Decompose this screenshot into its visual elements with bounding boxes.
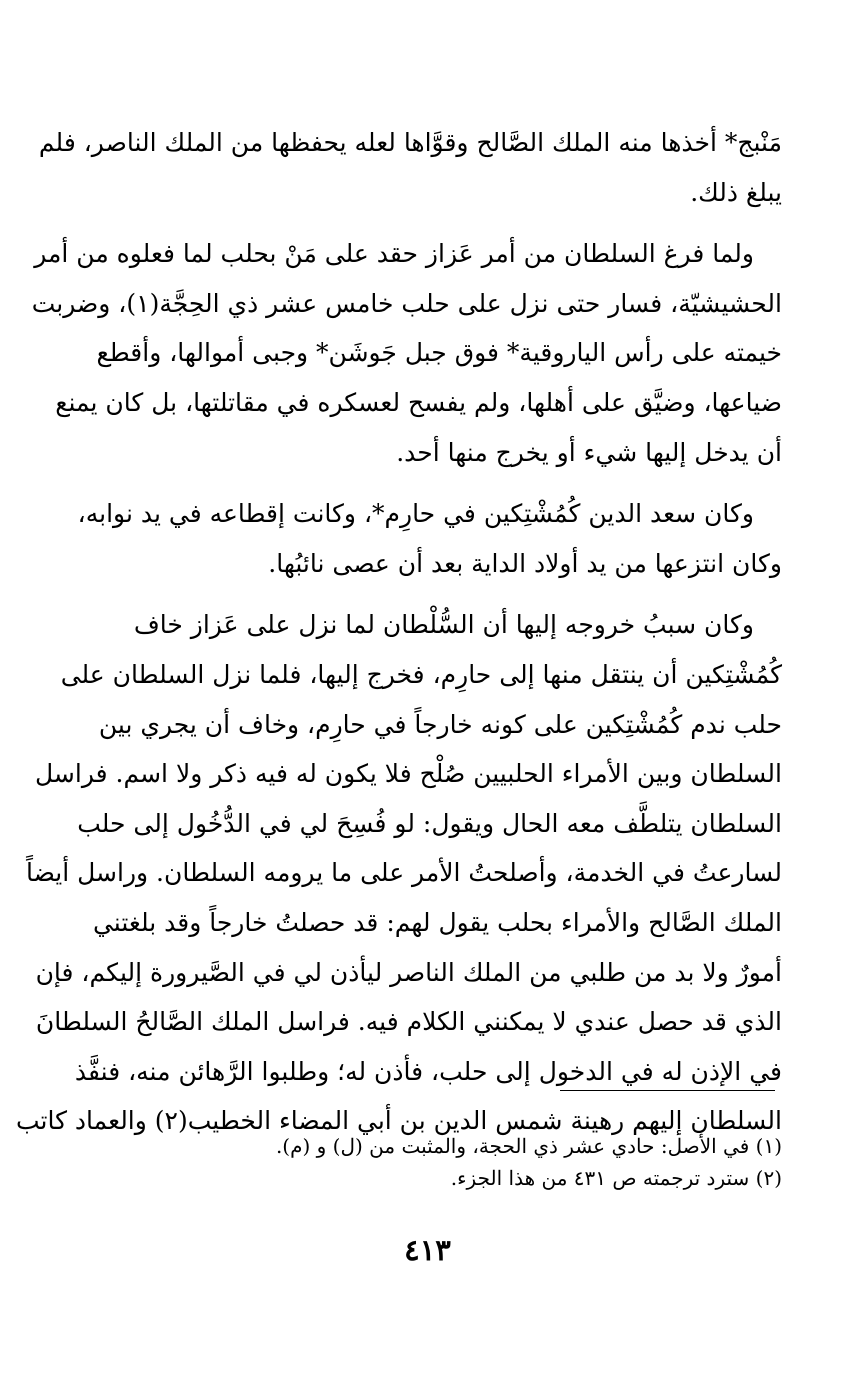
page-number: ٤١٣ — [404, 1233, 451, 1267]
text-line: مَنْبج* أخذها منه الملك الصَّالح وقوَّاها لعله يحفظها من الملك الناصر، فلم — [38, 128, 782, 157]
footnotes — [78, 1130, 782, 1194]
text-line: في الإذن له في الدخول إلى حلب، فأذن له؛ وطلبوا الرَّهائن منه، فنفَّذ — [74, 1056, 782, 1086]
footnote-divider — [560, 1090, 775, 1091]
text-line: وكان سعد الدين كُمُشْتِكين في حارِم*، وكانت إقطاعه في يد نوابه، — [77, 499, 754, 529]
text-line: يبلغ ذلك. — [690, 177, 782, 207]
text-line: ضياعها، وضيَّق على أهلها، ولم يفسح لعسكره في مقاتلتها، بل كان يمنع — [55, 387, 782, 417]
text-line: السلطان إليهم رهينة شمس الدين بن أبي المضاء الخطيب(٢) والعماد كاتب — [15, 1106, 782, 1136]
text-line: وكان انتزعها من يد أولاد الداية بعد أن عصى نائبُها. — [268, 548, 782, 578]
text-line: كُمُشْتِكين أن ينتقل منها إلى حارِم، فخرج إليها، فلما نزل السلطان على — [60, 659, 782, 689]
text-line: السلطان وبين الأمراء الحلبيين صُلْح فلا يكون له فيه ذكر ولا اسم. فراسل — [35, 759, 782, 789]
paragraph-2 — [31, 229, 782, 477]
text-line: خيمته على رأس الياروقية* فوق جبل جَوشَن* وجبى أموالها، وأقطع — [96, 338, 782, 368]
text-line: أن يدخل إليها شيء أو يخرج منها أحد. — [396, 437, 782, 467]
text-line: السلطان يتلطَّف معه الحال ويقول: لو فُسِحَ لي في الدُّخُول إلى حلب — [77, 808, 782, 838]
text-line: أمورٌ ولا بد من طلبي من الملك الناصر ليأذن لي في الصَّيرورة إليكم، فإن — [35, 957, 782, 987]
footnote-2: (٢) سترد ترجمته ص ٤٣١ من هذا الجزء. — [450, 1166, 782, 1190]
text-line: وكان سببُ خروجه إليها أن السُّلْطان لما نزل على عَزاز خاف — [133, 610, 754, 640]
paragraph-3 — [78, 489, 782, 588]
paragraph-1 — [38, 118, 782, 217]
text-line: لسارعتُ في الخدمة، وأصلحتُ الأمر على ما يرومه السلطان. وراسل أيضاً — [25, 858, 782, 888]
text-line: الحشيشيّة، فسار حتى نزل على حلب خامس عشر ذي الحِجَّة(١)، وضربت — [31, 288, 782, 318]
paragraph-4 — [15, 600, 782, 1146]
footnote-1: (١) في الأصل: حادي عشر ذي الحجة، والمثبت من (ل) و (م). — [275, 1134, 782, 1158]
text-line: حلب ندم كُمُشْتِكين على كونه خارجاً في حارِم، وخاف أن يجري بين — [98, 709, 782, 739]
text-line: الذي قد حصل عندي لا يمكنني الكلام فيه. فراسل الملك الصَّالحُ السلطانَ — [35, 1007, 782, 1037]
text-line: الملك الصَّالح والأمراء بحلب يقول لهم: قد حصلتُ خارجاً وقد بلغتني — [92, 907, 782, 937]
main-text — [15, 118, 782, 1158]
text-line: ولما فرغ السلطان من أمر عَزاز حقد على مَنْ بحلب لما فعلوه من أمر — [34, 239, 754, 269]
